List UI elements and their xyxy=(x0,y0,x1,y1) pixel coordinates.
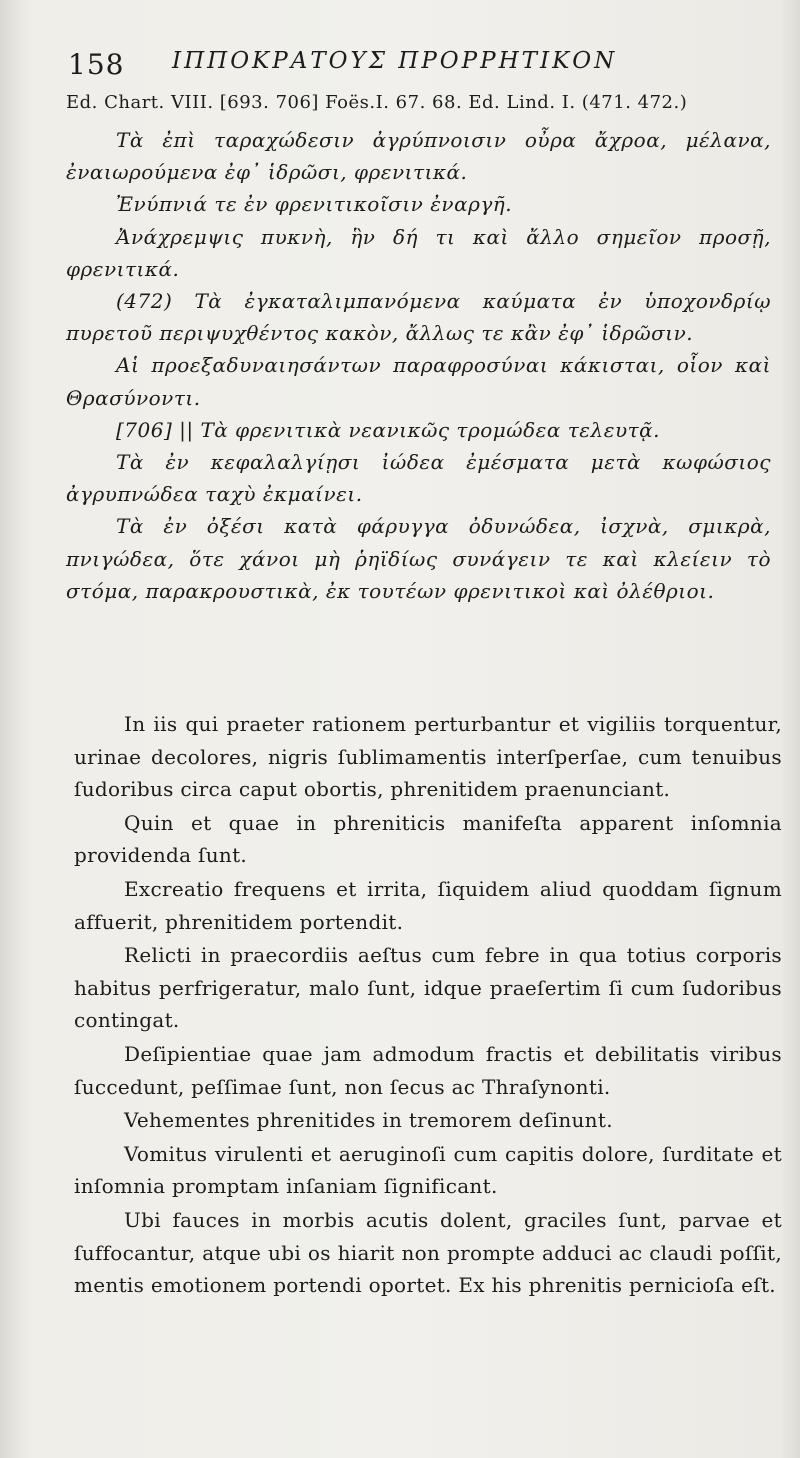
edition-references: Ed. Chart. VIII. [693. 706] Foës.I. 67. 68. Ed. Lind. I. (471. 472.) xyxy=(66,92,688,113)
latin-paragraph: Ubi fauces in morbis acutis dolent, graciles ſunt, parvae et ſuffocantur, atque ubi os hiarit non prompte adduci ac claudi poſſit, mentis emotionem portendi oportet. Ex his phrenitis pernicioſa eſt. xyxy=(74,1207,782,1298)
latin-paragraph: Vomitus virulenti et aeruginoſi cum capitis dolore, ſurditate et inſomnia promptam inſaniam ſignificant. xyxy=(74,1141,782,1199)
latin-paragraph: Excreatio frequens et irrita, ſiquidem aliud quoddam ſignum affuerit, phrenitidem portendit. xyxy=(74,876,782,934)
greek-paragraph: Τὰ ἐν κεφαλαλγίῃσι ἰώδεα ἐμέσματα μετὰ κωφώσιος ἀγρυπνώδεα ταχὺ ἐκμαίνει. xyxy=(66,450,771,507)
greek-paragraph: Αἱ προεξαδυναιησάντων παραφροσύναι κάκισται, οἷον καὶ Θρασύνοντι. xyxy=(66,353,771,410)
page-number: 158 xyxy=(68,48,125,81)
latin-paragraph: In iis qui praeter rationem perturbantur et vigiliis torquentur, urinae decolores, nigris ſublimamentis interſperſae, cum tenuibus ſudoribus circa caput obortis, phrenitidem praenunciant. xyxy=(74,712,782,802)
greek-paragraph: Ἀνάχρεμψις πυκνὴ, ἣν δή τι καὶ ἄλλο σημεῖον προσῇ, φρενιτικά. xyxy=(66,224,771,281)
latin-paragraph: Vehementes phrenitides in tremorem deſinunt. xyxy=(124,1108,613,1133)
greek-paragraph: Τὰ ἐν ὀξέσι κατὰ φάρυγγα ὀδυνώδεα, ἰσχνὰ, σμικρὰ, πνιγώδεα, ὅτε χάνοι μὴ ῥηϊδίως συνάγειν τε καὶ κλείειν τὸ στόμα, παρακρουστικὰ, ἐκ τουτέων φρενιτικοὶ καὶ ὀλέθριοι. xyxy=(66,514,771,603)
greek-paragraph: Ἐνύπνιά τε ἐν φρενιτικοῖσιν ἐναργῆ. xyxy=(116,192,513,217)
latin-paragraph: Quin et quae in phreniticis manifeſta apparent inſomnia providenda ſunt. xyxy=(74,810,782,868)
running-title: ΙΠΠΟΚΡΑΤΟΥΣ ΠΡΟΡΡΗΤΙΚΟΝ xyxy=(172,48,618,74)
latin-translation xyxy=(74,708,782,1302)
running-head xyxy=(68,44,768,80)
greek-paragraph: (472) Τὰ ἐγκαταλιμπανόμενα καύματα ἐν ὑποχονδρίῳ πυρετοῦ περιψυχθέντος κακὸν, ἄλλως τε κἂν ἐφ᾽ ἱδρῶσιν. xyxy=(66,289,771,346)
latin-paragraph: Deſipientiae quae jam admodum fractis et debilitatis viribus ſuccedunt, peſſimae ſunt, non ſecus ac Thraſynonti. xyxy=(74,1041,782,1099)
latin-paragraph: Relicti in praecordiis aeſtus cum febre in qua totius corporis habitus perfrigeratur, malo ſunt, idque praeſertim ſi cum ſudoribus contingat. xyxy=(74,943,782,1033)
greek-paragraph: Τὰ ἐπὶ ταραχώδεσιν ἀγρύπνοισιν οὖρα ἄχροα, μέλανα, ἐναιωρούμενα ἐφ᾽ ἱδρῶσι, φρενιτικά. xyxy=(66,128,771,185)
greek-paragraph: [706] || Τὰ φρενιτικὰ νεανικῶς τρομώδεα τελευτᾷ. xyxy=(116,417,661,442)
greek-text xyxy=(66,124,771,607)
